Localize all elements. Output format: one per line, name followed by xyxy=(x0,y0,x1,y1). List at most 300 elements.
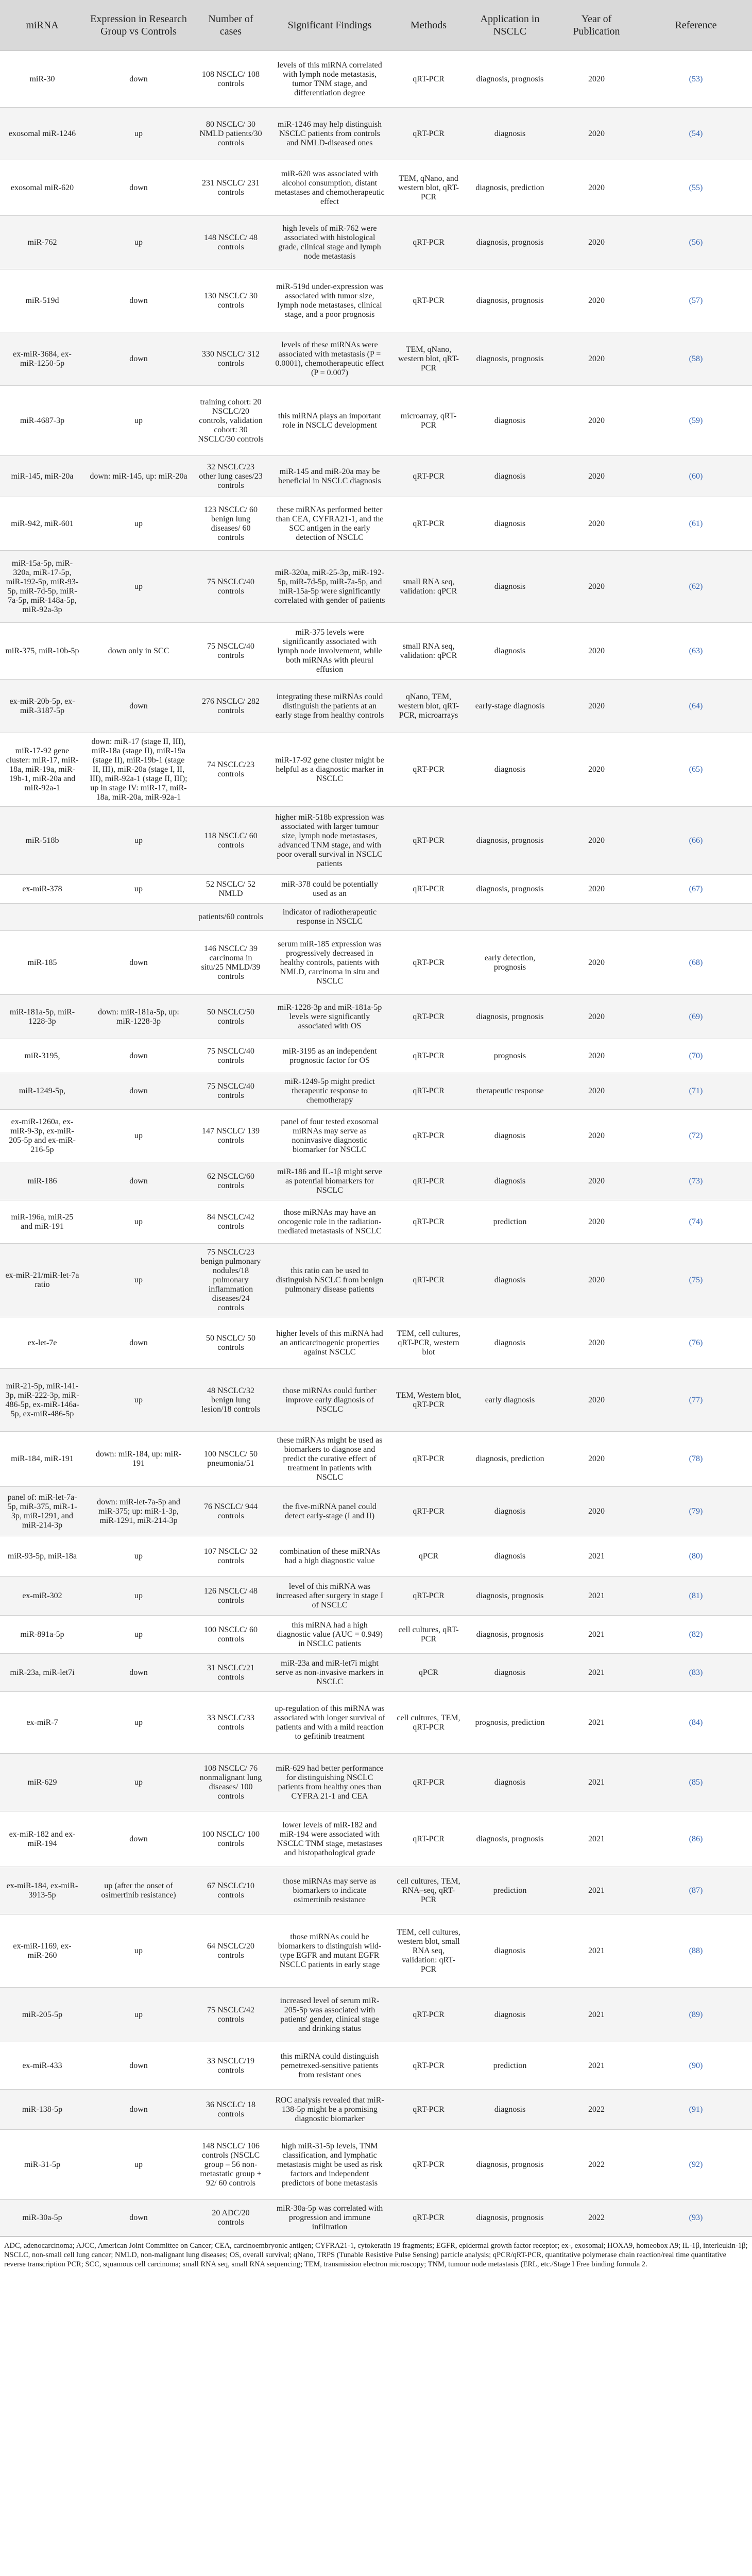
reference-cell[interactable]: (81) xyxy=(640,1577,752,1616)
findings-cell: miR-320a, miR-25-3p, miR-192-5p, miR-7d-5p, miR-7a-5p, and miR-15a-5p were significantly correlated with gender of patients xyxy=(269,551,390,623)
expression-cell: down xyxy=(84,1317,193,1369)
findings-cell: miR-629 had better performance for distinguishing NSCLC patients from healthy ones than CYFRA 21-1 and CEA xyxy=(269,1754,390,1811)
mirna-cell: miR-138-5p xyxy=(0,2090,84,2130)
cases-cell: 50 NSCLC/ 50 controls xyxy=(193,1317,269,1369)
mirna-cell: ex-miR-20b-5p, ex-miR-3187-5p xyxy=(0,680,84,733)
reference-cell[interactable]: (53) xyxy=(640,51,752,108)
table-row xyxy=(0,160,752,216)
application-cell: diagnosis xyxy=(467,108,553,160)
reference-cell[interactable]: (60) xyxy=(640,456,752,497)
column-header: Number of cases xyxy=(193,0,269,51)
table-row xyxy=(0,1317,752,1369)
expression-cell: down xyxy=(84,1654,193,1692)
mirna-cell xyxy=(0,904,84,931)
cases-cell: 74 NSCLC/23 controls xyxy=(193,733,269,807)
expression-cell: up xyxy=(84,1577,193,1616)
table-row xyxy=(0,1616,752,1654)
expression-cell: down: miR-181a-5p, up: miR-1228-3p xyxy=(84,995,193,1039)
year-cell: 2020 xyxy=(553,456,640,497)
year-cell: 2020 xyxy=(553,497,640,551)
methods-cell: qPCR xyxy=(390,1536,467,1577)
methods-cell: qRT-PCR xyxy=(390,1988,467,2042)
findings-cell: integrating these miRNAs could distinguish the patients at an early stage from healthy controls xyxy=(269,680,390,733)
reference-cell[interactable]: (72) xyxy=(640,1110,752,1162)
year-cell: 2021 xyxy=(553,1654,640,1692)
table-row xyxy=(0,2200,752,2236)
reference-cell[interactable]: (68) xyxy=(640,931,752,995)
mirna-cell: ex-miR-433 xyxy=(0,2042,84,2090)
findings-cell: these miRNAs might be used as biomarkers to diagnose and predict the curative effect of treatment in patients with NSCLC xyxy=(269,1432,390,1487)
application-cell: early-stage diagnosis xyxy=(467,680,553,733)
cases-cell: 147 NSCLC/ 139 controls xyxy=(193,1110,269,1162)
application-cell: diagnosis, prognosis xyxy=(467,807,553,875)
expression-cell: up xyxy=(84,1754,193,1811)
reference-cell[interactable]: (69) xyxy=(640,995,752,1039)
year-cell: 2020 xyxy=(553,931,640,995)
cases-cell: 33 NSCLC/19 controls xyxy=(193,2042,269,2090)
reference-cell[interactable]: (54) xyxy=(640,108,752,160)
methods-cell: qRT-PCR xyxy=(390,1073,467,1110)
cases-cell: 76 NSCLC/ 944 controls xyxy=(193,1487,269,1536)
expression-cell: up xyxy=(84,551,193,623)
cases-cell: 20 ADC/20 controls xyxy=(193,2200,269,2236)
reference-cell[interactable]: (83) xyxy=(640,1654,752,1692)
findings-cell: indicator of radiotherapeutic response in NSCLC xyxy=(269,904,390,931)
mirna-cell: miR-145, miR-20a xyxy=(0,456,84,497)
cases-cell: 48 NSCLC/32 benign lung lesion/18 controls xyxy=(193,1369,269,1432)
methods-cell: qRT-PCR xyxy=(390,216,467,269)
mirna-cell: miR-181a-5p, miR-1228-3p xyxy=(0,995,84,1039)
application-cell: prognosis, prediction xyxy=(467,1692,553,1754)
methods-cell: qRT-PCR xyxy=(390,733,467,807)
mirna-cell: miR-205-5p xyxy=(0,1988,84,2042)
column-header: Methods xyxy=(390,0,467,51)
expression-cell: up xyxy=(84,2130,193,2200)
expression-cell: up xyxy=(84,1536,193,1577)
table-row xyxy=(0,269,752,332)
expression-cell: down xyxy=(84,1811,193,1867)
year-cell: 2020 xyxy=(553,1110,640,1162)
table-row xyxy=(0,497,752,551)
reference-cell[interactable]: (62) xyxy=(640,551,752,623)
table-row xyxy=(0,680,752,733)
table-row xyxy=(0,1811,752,1867)
application-cell: diagnosis, prognosis xyxy=(467,332,553,386)
mirna-cell: miR-15a-5p, miR-320a, miR-17-5p, miR-192-5p, miR-93-5p, miR-7d-5p, miR-7a-5p, miR-148a-5p, miR-92a-3p xyxy=(0,551,84,623)
year-cell: 2020 xyxy=(553,551,640,623)
reference-cell[interactable]: (84) xyxy=(640,1692,752,1754)
table-row xyxy=(0,733,752,807)
table-row xyxy=(0,1039,752,1073)
mirna-cell: miR-30 xyxy=(0,51,84,108)
mirna-cell: miR-23a, miR-let7i xyxy=(0,1654,84,1692)
cases-cell: 231 NSCLC/ 231 controls xyxy=(193,160,269,216)
year-cell: 2020 xyxy=(553,995,640,1039)
year-cell: 2020 xyxy=(553,108,640,160)
reference-cell[interactable]: (71) xyxy=(640,1073,752,1110)
cases-cell: 130 NSCLC/ 30 controls xyxy=(193,269,269,332)
methods-cell: qRT-PCR xyxy=(390,497,467,551)
reference-cell[interactable]: (65) xyxy=(640,733,752,807)
expression-cell: up xyxy=(84,1988,193,2042)
methods-cell: qRT-PCR xyxy=(390,456,467,497)
methods-cell: qRT-PCR xyxy=(390,1487,467,1536)
findings-cell: higher levels of this miRNA had an anticarcinogenic properties against NSCLC xyxy=(269,1317,390,1369)
reference-cell[interactable]: (88) xyxy=(640,1914,752,1988)
year-cell: 2020 xyxy=(553,807,640,875)
cases-cell: 67 NSCLC/10 controls xyxy=(193,1867,269,1914)
mirna-cell: miR-3195, xyxy=(0,1039,84,1073)
cases-cell: 146 NSCLC/ 39 carcinoma in situ/25 NMLD/39 controls xyxy=(193,931,269,995)
year-cell: 2020 xyxy=(553,1039,640,1073)
expression-cell: down xyxy=(84,160,193,216)
mirna-cell: miR-184, miR-191 xyxy=(0,1432,84,1487)
cases-cell: 100 NSCLC/ 50 pneumonia/51 xyxy=(193,1432,269,1487)
year-cell: 2020 xyxy=(553,1487,640,1536)
year-cell: 2021 xyxy=(553,1616,640,1654)
cases-cell: 75 NSCLC/23 benign pulmonary nodules/18 pulmonary inflammation diseases/24 controls xyxy=(193,1244,269,1317)
methods-cell: qRT-PCR xyxy=(390,2042,467,2090)
table-row xyxy=(0,1577,752,1616)
mirna-cell: miR-93-5p, miR-18a xyxy=(0,1536,84,1577)
table-header-row xyxy=(0,0,752,51)
application-cell: diagnosis xyxy=(467,1914,553,1988)
expression-cell: down: miR-17 (stage II, III), miR-18a (stage II), miR-19a (stage II), miR-19b-1 (stage II, III), miR-20a (stage I, II, III), miR-92a-1 (stage II, III); up in stage IV: miR-17, miR-18a, miR-20a, miR-92a-1 xyxy=(84,733,193,807)
reference-cell[interactable]: (63) xyxy=(640,623,752,680)
methods-cell: cell cultures, TEM, qRT-PCR xyxy=(390,1692,467,1754)
mirna-cell: miR-762 xyxy=(0,216,84,269)
methods-cell: qPCR xyxy=(390,1654,467,1692)
findings-cell: miR-3195 as an independent prognostic factor for OS xyxy=(269,1039,390,1073)
findings-cell: up-regulation of this miRNA was associated with longer survival of patients and with a mild reaction to gefitinib treatment xyxy=(269,1692,390,1754)
expression-cell: down xyxy=(84,2042,193,2090)
findings-cell: miR-375 levels were significantly associated with lymph node involvement, while both miRNAs with pleural effusion xyxy=(269,623,390,680)
table-row xyxy=(0,931,752,995)
mirna-cell: miR-30a-5p xyxy=(0,2200,84,2236)
mirna-cell: miR-1249-5p, xyxy=(0,1073,84,1110)
methods-cell: qRT-PCR xyxy=(390,269,467,332)
table-row xyxy=(0,1110,752,1162)
application-cell: diagnosis, prediction xyxy=(467,160,553,216)
mirna-cell: miR-629 xyxy=(0,1754,84,1811)
cases-cell: 276 NSCLC/ 282 controls xyxy=(193,680,269,733)
cases-cell: training cohort: 20 NSCLC/20 controls, validation cohort: 30 NSCLC/30 controls xyxy=(193,386,269,456)
expression-cell: down only in SCC xyxy=(84,623,193,680)
application-cell: diagnosis xyxy=(467,1317,553,1369)
application-cell: prediction xyxy=(467,1867,553,1914)
reference-cell[interactable]: (73) xyxy=(640,1162,752,1200)
mirna-cell: ex-miR-378 xyxy=(0,875,84,904)
cases-cell: 62 NSCLC/60 controls xyxy=(193,1162,269,1200)
findings-cell: combination of these miRNAs had a high diagnostic value xyxy=(269,1536,390,1577)
cases-cell: 32 NSCLC/23 other lung cases/23 controls xyxy=(193,456,269,497)
expression-cell: down xyxy=(84,1039,193,1073)
reference-cell[interactable]: (92) xyxy=(640,2130,752,2200)
methods-cell: qRT-PCR xyxy=(390,2200,467,2236)
cases-cell: 75 NSCLC/40 controls xyxy=(193,551,269,623)
table-row xyxy=(0,108,752,160)
reference-cell[interactable]: (93) xyxy=(640,2200,752,2236)
year-cell: 2020 xyxy=(553,680,640,733)
findings-cell: those miRNAs may serve as biomarkers to indicate osimertinib resistance xyxy=(269,1867,390,1914)
mirna-cell: ex-miR-184, ex-miR-3913-5p xyxy=(0,1867,84,1914)
application-cell: diagnosis, prediction xyxy=(467,1432,553,1487)
application-cell: diagnosis, prognosis xyxy=(467,51,553,108)
reference-cell[interactable]: (76) xyxy=(640,1317,752,1369)
mirna-cell: miR-31-5p xyxy=(0,2130,84,2200)
table-body xyxy=(0,51,752,2236)
findings-cell: increased level of serum miR-205-5p was associated with patients' gender, clinical stage and drinking status xyxy=(269,1988,390,2042)
application-cell: diagnosis xyxy=(467,1988,553,2042)
mirna-cell: miR-196a, miR-25 and miR-191 xyxy=(0,1200,84,1244)
cases-cell: 84 NSCLC/42 controls xyxy=(193,1200,269,1244)
methods-cell: TEM, cell cultures, qRT-PCR, western blot xyxy=(390,1317,467,1369)
methods-cell: TEM, cell cultures, western blot, small RNA seq, validation: qRT-PCR xyxy=(390,1914,467,1988)
application-cell: early diagnosis xyxy=(467,1369,553,1432)
reference-cell[interactable]: (82) xyxy=(640,1616,752,1654)
table-row xyxy=(0,216,752,269)
mirna-cell: ex-let-7e xyxy=(0,1317,84,1369)
methods-cell: qRT-PCR xyxy=(390,875,467,904)
reference-cell[interactable]: (61) xyxy=(640,497,752,551)
cases-cell: 108 NSCLC/ 108 controls xyxy=(193,51,269,108)
application-cell: diagnosis xyxy=(467,1110,553,1162)
application-cell: diagnosis xyxy=(467,1244,553,1317)
application-cell: diagnosis, prognosis xyxy=(467,216,553,269)
table-row xyxy=(0,1692,752,1754)
reference-cell[interactable]: (87) xyxy=(640,1867,752,1914)
year-cell: 2021 xyxy=(553,1577,640,1616)
mirna-cell: miR-4687-3p xyxy=(0,386,84,456)
column-header: Significant Findings xyxy=(269,0,390,51)
cases-cell: 75 NSCLC/40 controls xyxy=(193,1039,269,1073)
findings-cell: these miRNAs performed better than CEA, CYFRA21-1, and the SCC antigen in the early detection of NSCLC xyxy=(269,497,390,551)
methods-cell: qNano, TEM, western blot, qRT-PCR, microarrays xyxy=(390,680,467,733)
cases-cell: 75 NSCLC/40 controls xyxy=(193,623,269,680)
application-cell: prognosis xyxy=(467,1039,553,1073)
application-cell: diagnosis xyxy=(467,456,553,497)
findings-cell: this miRNA plays an important role in NSCLC development xyxy=(269,386,390,456)
findings-cell: miR-145 and miR-20a may be beneficial in NSCLC diagnosis xyxy=(269,456,390,497)
table-row xyxy=(0,332,752,386)
mirna-cell: miR-17-92 gene cluster: miR-17, miR-18a, miR-19a, miR-19b-1, miR-20a and miR-92a-1 xyxy=(0,733,84,807)
methods-cell: small RNA seq, validation: qPCR xyxy=(390,551,467,623)
cases-cell: 75 NSCLC/42 controls xyxy=(193,1988,269,2042)
reference-cell[interactable]: (90) xyxy=(640,2042,752,2090)
reference-cell[interactable]: (70) xyxy=(640,1039,752,1073)
table-row xyxy=(0,1754,752,1811)
application-cell: diagnosis xyxy=(467,1536,553,1577)
methods-cell: qRT-PCR xyxy=(390,1577,467,1616)
reference-cell[interactable]: (77) xyxy=(640,1369,752,1432)
application-cell: diagnosis, prognosis xyxy=(467,995,553,1039)
cases-cell: 126 NSCLC/ 48 controls xyxy=(193,1577,269,1616)
mirna-cell: miR-518b xyxy=(0,807,84,875)
year-cell: 2020 xyxy=(553,269,640,332)
methods-cell: qRT-PCR xyxy=(390,1811,467,1867)
column-header: Reference xyxy=(640,0,752,51)
findings-cell: miR-519d under-expression was associated with tumor size, lymph node metastases, clinical stage, and a poor prognosis xyxy=(269,269,390,332)
cases-cell: 33 NSCLC/33 controls xyxy=(193,1692,269,1754)
expression-cell: up xyxy=(84,1369,193,1432)
reference-cell[interactable]: (75) xyxy=(640,1244,752,1317)
reference-cell[interactable]: (64) xyxy=(640,680,752,733)
expression-cell xyxy=(84,904,193,931)
year-cell: 2021 xyxy=(553,1692,640,1754)
year-cell: 2020 xyxy=(553,623,640,680)
year-cell: 2020 xyxy=(553,1073,640,1110)
findings-cell: miR-1228-3p and miR-181a-5p levels were significantly associated with OS xyxy=(269,995,390,1039)
methods-cell: qRT-PCR xyxy=(390,1200,467,1244)
findings-cell: miR-186 and IL-1β might serve as potential biomarkers for NSCLC xyxy=(269,1162,390,1200)
table-row xyxy=(0,1988,752,2042)
reference-cell[interactable]: (91) xyxy=(640,2090,752,2130)
table-row xyxy=(0,1536,752,1577)
methods-cell: qRT-PCR xyxy=(390,1110,467,1162)
reference-cell[interactable]: (74) xyxy=(640,1200,752,1244)
mirna-cell: miR-891a-5p xyxy=(0,1616,84,1654)
application-cell: diagnosis, prognosis xyxy=(467,269,553,332)
expression-cell: down xyxy=(84,680,193,733)
findings-cell: the five-miRNA panel could detect early-stage (I and II) xyxy=(269,1487,390,1536)
table-row xyxy=(0,904,752,931)
cases-cell: 107 NSCLC/ 32 controls xyxy=(193,1536,269,1577)
mirna-cell: ex-miR-1260a, ex-miR-9-3p, ex-miR-205-5p and ex-miR-216-5p xyxy=(0,1110,84,1162)
table-row xyxy=(0,1654,752,1692)
cases-cell: 36 NSCLC/ 18 controls xyxy=(193,2090,269,2130)
findings-cell: this miRNA had a high diagnostic value (AUC = 0.949) in NSCLC patients xyxy=(269,1616,390,1654)
expression-cell: down xyxy=(84,2090,193,2130)
table-row xyxy=(0,623,752,680)
cases-cell: 100 NSCLC/ 100 controls xyxy=(193,1811,269,1867)
cases-cell: 80 NSCLC/ 30 NMLD patients/30 controls xyxy=(193,108,269,160)
findings-cell: level of this miRNA was increased after surgery in stage I of NSCLC xyxy=(269,1577,390,1616)
expression-cell: down xyxy=(84,931,193,995)
reference-cell[interactable]: (79) xyxy=(640,1487,752,1536)
expression-cell: down: miR-let-7a-5p and miR-375; up: miR-1-3p, miR-1291, miR-214-3p xyxy=(84,1487,193,1536)
findings-cell: serum miR-185 expression was progressively decreased in healthy controls, patients with NMLD, carcinoma in situ and NSCLC xyxy=(269,931,390,995)
findings-cell: those miRNAs may have an oncogenic role in the radiation-mediated metastasis of NSCLC xyxy=(269,1200,390,1244)
table-row xyxy=(0,807,752,875)
expression-cell: up xyxy=(84,807,193,875)
application-cell xyxy=(467,904,553,931)
table-row xyxy=(0,1162,752,1200)
year-cell: 2020 xyxy=(553,1369,640,1432)
methods-cell: TEM, qNano, and western blot, qRT-PCR xyxy=(390,160,467,216)
year-cell: 2021 xyxy=(553,2042,640,2090)
column-header: Expression in Research Group vs Controls xyxy=(84,0,193,51)
year-cell: 2022 xyxy=(553,2090,640,2130)
expression-cell: down xyxy=(84,2200,193,2236)
findings-cell: high levels of miR-762 were associated with histological grade, clinical stage and lymph node metastasis xyxy=(269,216,390,269)
mirna-cell: miR-186 xyxy=(0,1162,84,1200)
cases-cell: 100 NSCLC/ 60 controls xyxy=(193,1616,269,1654)
expression-cell: down: miR-145, up: miR-20a xyxy=(84,456,193,497)
reference-cell[interactable]: (66) xyxy=(640,807,752,875)
reference-cell[interactable]: (85) xyxy=(640,1754,752,1811)
reference-cell[interactable]: (86) xyxy=(640,1811,752,1867)
methods-cell: microarray, qRT-PCR xyxy=(390,386,467,456)
mirna-cell: panel of: miR-let-7a-5p, miR-375, miR-1-3p, miR-1291, and miR-214-3p xyxy=(0,1487,84,1536)
methods-cell: qRT-PCR xyxy=(390,108,467,160)
findings-cell: those miRNAs could be biomarkers to distinguish wild-type EGFR and mutant EGFR NSCLC patients in early stage xyxy=(269,1914,390,1988)
mirna-cell: exosomal miR-1246 xyxy=(0,108,84,160)
column-header: miRNA xyxy=(0,0,84,51)
application-cell: diagnosis xyxy=(467,733,553,807)
mirna-cell: ex-miR-3684, ex-miR-1250-5p xyxy=(0,332,84,386)
column-header: Year of Publication xyxy=(553,0,640,51)
table-row xyxy=(0,2130,752,2200)
methods-cell: qRT-PCR xyxy=(390,995,467,1039)
table-row xyxy=(0,1432,752,1487)
table-row xyxy=(0,1369,752,1432)
reference-cell[interactable]: (59) xyxy=(640,386,752,456)
findings-cell: miR-620 was associated with alcohol consumption, distant metastases and chemotherapeutic effect xyxy=(269,160,390,216)
methods-cell: qRT-PCR xyxy=(390,1162,467,1200)
table-row xyxy=(0,386,752,456)
year-cell: 2020 xyxy=(553,332,640,386)
methods-cell: qRT-PCR xyxy=(390,1754,467,1811)
application-cell: diagnosis, prognosis xyxy=(467,1616,553,1654)
table-row xyxy=(0,1914,752,1988)
application-cell: prediction xyxy=(467,2042,553,2090)
table-row xyxy=(0,1867,752,1914)
methods-cell: cell cultures, qRT-PCR xyxy=(390,1616,467,1654)
application-cell: diagnosis, prognosis xyxy=(467,2130,553,2200)
table-row xyxy=(0,2090,752,2130)
findings-cell: ROC analysis revealed that miR-138-5p might be a promising diagnostic biomarker xyxy=(269,2090,390,2130)
findings-cell: miR-1249-5p might predict therapeutic response to chemotherapy xyxy=(269,1073,390,1110)
cases-cell: 123 NSCLC/ 60 benign lung diseases/ 60 controls xyxy=(193,497,269,551)
table-row xyxy=(0,995,752,1039)
findings-cell: miR-23a and miR-let7i might serve as non-invasive markers in NSCLC xyxy=(269,1654,390,1692)
reference-cell[interactable] xyxy=(640,904,752,931)
application-cell: early detection, prognosis xyxy=(467,931,553,995)
reference-cell[interactable]: (67) xyxy=(640,875,752,904)
reference-cell[interactable]: (78) xyxy=(640,1432,752,1487)
findings-cell: this ratio can be used to distinguish NSCLC from benign pulmonary disease patients xyxy=(269,1244,390,1317)
table-row xyxy=(0,875,752,904)
reference-cell[interactable]: (58) xyxy=(640,332,752,386)
methods-cell: qRT-PCR xyxy=(390,51,467,108)
application-cell: diagnosis xyxy=(467,386,553,456)
expression-cell: down xyxy=(84,1162,193,1200)
cases-cell: 75 NSCLC/40 controls xyxy=(193,1073,269,1110)
reference-cell[interactable]: (55) xyxy=(640,160,752,216)
table-footnote: ADC, adenocarcinoma; AJCC, American Joint Committee on Cancer; CEA, carcinoembryonic antigen; CYFRA21-1, cytokeratin 19 fragments; EGFR, epidermal growth factor receptor; ex-, exosomal; HOXA9, homeobox A9; IL-1β, interleukin-1β; NSCLC, non-small cell lung cancer; NMLD, non-malignant lung diseases; OS, overall survival; qNano, TRPS (Tunable Resistive Pulse Sensing) particle analysis; qPCR/qRT-PCR, quantitative polymerase chain reaction/real time quantitative reverse transcription PCR; SCC, squamous cell carcinoma; small RNA seq, small RNA sequencing; TEM, transmission electron microscopy; TNM, tumour node metastasis (ERL, etc./Stage I Free binding formula 2. xyxy=(0,2236,752,2269)
column-header: Application in NSCLC xyxy=(467,0,553,51)
table-row xyxy=(0,1200,752,1244)
reference-cell[interactable]: (57) xyxy=(640,269,752,332)
expression-cell: up xyxy=(84,497,193,551)
mirna-cell: miR-375, miR-10b-5p xyxy=(0,623,84,680)
year-cell: 2020 xyxy=(553,51,640,108)
year-cell: 2020 xyxy=(553,1200,640,1244)
expression-cell: down: miR-184, up: miR-191 xyxy=(84,1432,193,1487)
year-cell: 2020 xyxy=(553,733,640,807)
findings-cell: levels of these miRNAs were associated with metastasis (P = 0.0001), chemotherapeutic effect (P = 0.007) xyxy=(269,332,390,386)
table-row xyxy=(0,456,752,497)
reference-cell[interactable]: (56) xyxy=(640,216,752,269)
reference-cell[interactable]: (89) xyxy=(640,1988,752,2042)
year-cell: 2021 xyxy=(553,1988,640,2042)
mirna-cell: ex-miR-182 and ex-miR-194 xyxy=(0,1811,84,1867)
findings-cell: miR-17-92 gene cluster might be helpful as a diagnostic marker in NSCLC xyxy=(269,733,390,807)
mirna-cell: miR-185 xyxy=(0,931,84,995)
reference-cell[interactable]: (80) xyxy=(640,1536,752,1577)
cases-cell: patients/60 controls xyxy=(193,904,269,931)
application-cell: diagnosis xyxy=(467,551,553,623)
